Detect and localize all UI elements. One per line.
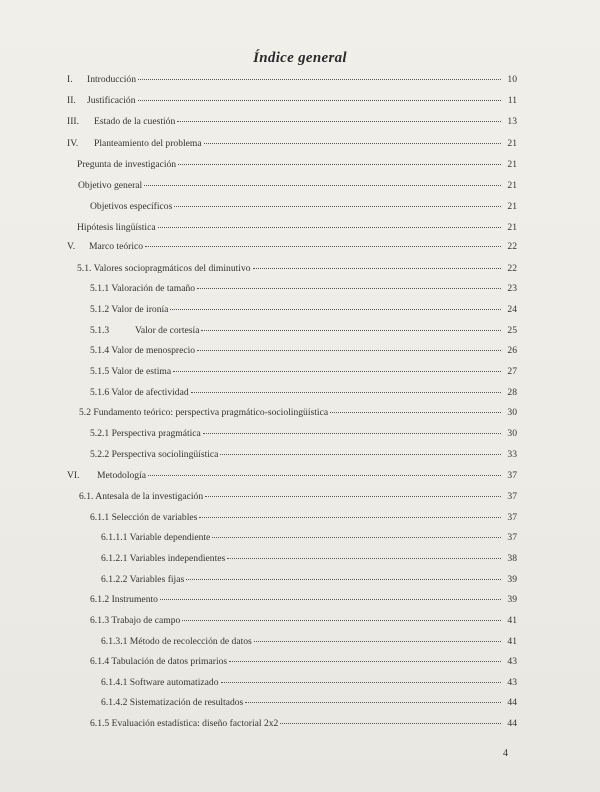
dot-leader: [221, 682, 502, 683]
toc-entry-number: 5.1.3: [90, 325, 110, 336]
toc-entry-label: Valor de cortesía: [135, 325, 200, 336]
toc-entry[interactable]: [90, 615, 517, 627]
dot-leader: [205, 496, 501, 497]
toc-entry-page: 21: [507, 180, 517, 191]
toc-entry-label: 6.1.4.1 Software automatizado: [101, 677, 219, 688]
toc-entry-label: 6.1. Antesala de la investigación: [79, 491, 204, 502]
dot-leader: [170, 309, 501, 310]
dot-leader: [229, 661, 501, 662]
dot-leader: [160, 599, 501, 600]
toc-entry-label: 6.1.1 Selección de variables: [90, 512, 198, 523]
toc-entry-page: 30: [507, 428, 517, 439]
toc-entry[interactable]: [90, 512, 517, 524]
toc-entry[interactable]: [90, 283, 517, 295]
dot-leader: [280, 723, 501, 724]
dot-leader: [204, 143, 501, 144]
toc-entry[interactable]: [67, 470, 517, 482]
toc-entry[interactable]: [78, 180, 517, 192]
toc-entry-page: 41: [507, 636, 517, 647]
toc-entry-label: Objetivo general: [78, 180, 143, 191]
toc-entry[interactable]: [101, 697, 517, 709]
toc-entry-page: 44: [507, 697, 517, 708]
toc-entry[interactable]: [77, 263, 517, 275]
toc-entry[interactable]: [90, 718, 517, 730]
toc-entry-label: 6.1.1.1 Variable dependiente: [101, 532, 211, 543]
toc-entry-page: 39: [507, 574, 517, 585]
toc-entry-page: 38: [507, 553, 517, 564]
toc-entry[interactable]: [101, 677, 517, 689]
toc-entry[interactable]: [101, 553, 517, 565]
toc-entry-page: 22: [507, 263, 517, 274]
toc-entry[interactable]: [77, 222, 517, 234]
toc-entry[interactable]: [67, 74, 517, 86]
toc-entry-page: 30: [507, 407, 517, 418]
toc-entry-label: 5.1.5 Valor de estima: [90, 366, 172, 377]
toc-entry-page: 41: [507, 615, 517, 626]
toc-entry[interactable]: [90, 366, 517, 378]
page-title: Índice general: [253, 50, 347, 66]
toc-entry-page: 43: [507, 677, 517, 688]
dot-leader: [197, 288, 501, 289]
toc-entry-page: 37: [507, 470, 517, 481]
toc-entry-label: Estado de la cuestión: [94, 116, 176, 127]
dot-leader: [253, 268, 501, 269]
toc-entry-label: 6.1.2.1 Variables independientes: [101, 553, 226, 564]
toc-entry-page: 27: [507, 366, 517, 377]
toc-entry-page: 28: [507, 387, 517, 398]
toc-entry-page: 13: [507, 116, 517, 127]
toc-entry-page: 26: [507, 345, 517, 356]
toc-entry-label: 6.1.2 Instrumento: [90, 594, 158, 605]
dot-leader: [227, 558, 501, 559]
toc-entry[interactable]: [90, 304, 517, 316]
toc-entry-page: 39: [507, 594, 517, 605]
toc-entry-page: 21: [507, 159, 517, 170]
dot-leader: [203, 433, 501, 434]
toc-entry-label: Objetivos específicos: [90, 201, 173, 212]
toc-entry-label: 5.1.2 Valor de ironía: [90, 304, 169, 315]
dot-leader: [174, 206, 501, 207]
toc-entry-label: Introducción: [87, 74, 137, 85]
toc-entry[interactable]: [90, 387, 517, 399]
toc-entry-label: 6.1.3.1 Método de recolección de datos: [101, 636, 252, 647]
toc-entry[interactable]: [90, 656, 517, 668]
toc-entry-label: Planteamiento del problema: [94, 138, 202, 149]
dot-leader: [178, 164, 501, 165]
toc-entry-label: 5.1. Valores sociopragmáticos del diminutivo: [77, 263, 251, 274]
toc-entry-label: Hipótesis lingüística: [77, 222, 156, 233]
dot-leader: [197, 350, 501, 351]
dot-leader: [199, 517, 501, 518]
dot-leader: [138, 100, 502, 101]
toc-entry[interactable]: [67, 116, 517, 128]
toc-entry-page: 37: [507, 491, 517, 502]
toc-entry-label: 5.1.1 Valoración de tamaño: [90, 283, 196, 294]
toc-entry-label: 5.2.1 Perspectiva pragmática: [90, 428, 201, 439]
toc-entry-label: Marco teórico: [89, 241, 144, 252]
toc-entry[interactable]: [67, 95, 517, 107]
dot-leader: [330, 412, 501, 413]
toc-entry-label: 6.1.3 Trabajo de campo: [90, 615, 181, 626]
toc-entry-number: IV.: [67, 138, 79, 149]
dot-leader: [201, 330, 501, 331]
toc-entry-number: VI.: [67, 470, 80, 481]
toc-entry-label: 6.1.5 Evaluación estadística: diseño factorial 2x2: [90, 718, 279, 729]
toc-entry-number: III.: [67, 116, 79, 127]
toc-entry-page: 11: [507, 95, 517, 106]
toc-entry[interactable]: [101, 636, 517, 648]
toc-entry[interactable]: [77, 159, 517, 171]
toc-entry[interactable]: [79, 407, 517, 419]
toc-entry-label: 6.1.4.2 Sistematización de resultados: [101, 697, 244, 708]
dot-leader: [254, 641, 501, 642]
dot-leader: [148, 475, 501, 476]
dot-leader: [145, 246, 501, 247]
dot-leader: [220, 454, 501, 455]
toc-entry-label: Metodología: [97, 470, 147, 481]
toc-entry-label: 5.2.2 Perspectiva sociolingüística: [90, 449, 219, 460]
toc-entry-label: 6.1.2.2 Variables fijas: [101, 574, 185, 585]
dot-leader: [245, 702, 501, 703]
dot-leader: [186, 579, 501, 580]
toc-entry-label: 5.1.4 Valor de menosprecio: [90, 345, 196, 356]
toc-entry-page: 22: [507, 241, 517, 252]
toc-entry[interactable]: [90, 594, 517, 606]
toc-entry-label: 5.2 Fundamento teórico: perspectiva pragmático-sociolingüística: [79, 407, 329, 418]
dot-leader: [173, 371, 501, 372]
page-number: 4: [503, 748, 508, 759]
toc-entry-number: I.: [67, 74, 73, 85]
toc-entry-label: Pregunta de investigación: [77, 159, 177, 170]
toc-entry[interactable]: [90, 449, 517, 461]
toc-entry-page: 24: [507, 304, 517, 315]
toc-entry-page: 21: [507, 201, 517, 212]
toc-entry-label: Justificación: [87, 95, 136, 106]
toc-entry-label: 6.1.4 Tabulación de datos primarios: [90, 656, 228, 667]
dot-leader: [182, 620, 501, 621]
toc-entry-page: 10: [507, 74, 517, 85]
toc-entry-page: 44: [507, 718, 517, 729]
toc-entry[interactable]: [90, 325, 517, 337]
dot-leader: [158, 227, 501, 228]
dot-leader: [144, 185, 501, 186]
dot-leader: [177, 121, 501, 122]
dot-leader: [212, 537, 501, 538]
toc-entry-page: 43: [507, 656, 517, 667]
toc-entry-page: 33: [507, 449, 517, 460]
toc-entry[interactable]: [101, 574, 517, 586]
toc-entry-page: 37: [507, 532, 517, 543]
toc-entry[interactable]: [79, 491, 517, 503]
toc-entry[interactable]: [90, 201, 517, 213]
toc-entry-page: 25: [507, 325, 517, 336]
toc-entry-number: V.: [67, 241, 76, 252]
dot-leader: [191, 392, 501, 393]
dot-leader: [138, 79, 501, 80]
toc-entry[interactable]: [101, 532, 517, 544]
toc-entry[interactable]: [67, 241, 517, 253]
toc-entry-label: 5.1.6 Valor de afectividad: [90, 387, 189, 398]
toc-entry-page: 23: [507, 283, 517, 294]
toc-entry-number: II.: [67, 95, 76, 106]
toc-entry[interactable]: [90, 345, 517, 357]
toc-entry-page: 21: [507, 138, 517, 149]
toc-entry[interactable]: [90, 428, 517, 440]
toc-entry[interactable]: [67, 138, 517, 150]
toc-entry-page: 21: [507, 222, 517, 233]
toc-entry-page: 37: [507, 512, 517, 523]
